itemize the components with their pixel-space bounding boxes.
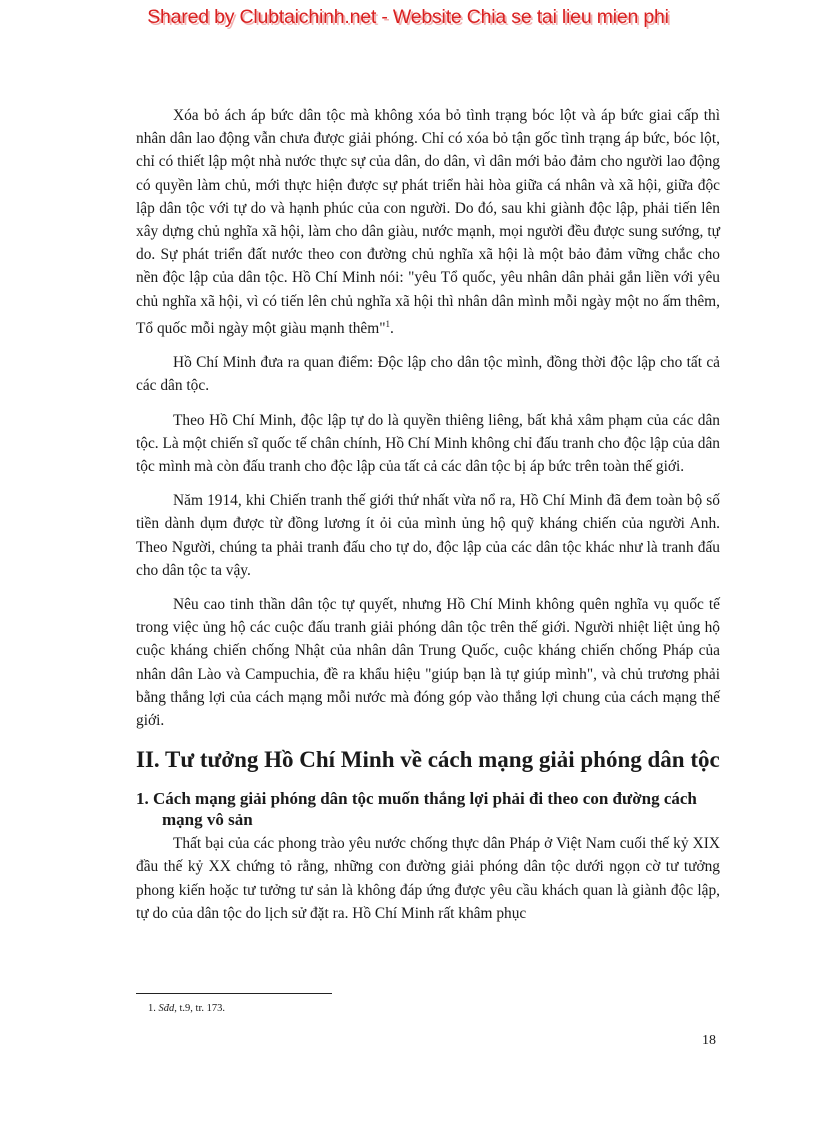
footnote-detail: , t.9, tr. 173. [174,1003,226,1014]
paragraph-1: Xóa bỏ ách áp bức dân tộc mà không xóa bỏ tình trạng bóc lột và áp bức giai cấp thì nhân dân lao động vẫn chưa được giải phóng. Chỉ có xóa bỏ tận gốc tình trạng áp bức, bóc lột, chỉ có thiết lập một nhà nước thực sự của dân, do dân, vì dân mới bảo đảm cho người lao động có quyền làm chủ, mới thực hiện được sự phát triển hài hòa giữa cá nhân và xã hội, giữa độc lập dân tộc với tự do và hạnh phúc của con người. Do đó, sau khi giành độc lập, phải tiến lên xây dựng chủ nghĩa xã hội, làm cho dân giàu, nước mạnh, mọi người đều được sung sướng, tự do. Sự phát triển đất nước theo con đường chủ nghĩa xã hội là một bảo đảm vững chắc cho nền độc lập của dân tộc. Hồ Chí Minh nói: "yêu Tổ quốc, yêu nhân dân phải gắn liền với yêu chủ nghĩa xã hội, vì có tiến lên chủ nghĩa xã hội thì nhân dân mình mỗi ngày một no ấm thêm, Tổ quốc mỗi ngày một giàu mạnh thêm"$^1$. [136,107,720,337]
footnote-number: 1. [148,1003,156,1014]
paragraph-2: Hồ Chí Minh đưa ra quan điểm: Độc lập cho dân tộc mình, đồng thời độc lập cho tất cả các dân tộc. [136,354,720,395]
paragraph-3: Theo Hồ Chí Minh, độc lập tự do là quyền thiêng liêng, bất khả xâm phạm của các dân tộc. Là một chiến sĩ quốc tế chân chính, Hồ Chí Minh không chỉ đấu tranh cho độc lập của dân tộc mình mà còn đấu tranh cho độc lập của tất cả các dân tộc bị áp bức trên toàn thế giới. [136,411,720,475]
page-body [136,104,720,925]
watermark-banner: Shared by Clubtaichinh.net - Website Chia se tai lieu mien phi [147,6,669,28]
footnote [148,1003,225,1014]
section-heading: II. Tư tưởng Hồ Chí Minh về cách mạng giải phóng dân tộc [136,747,720,773]
footnote-divider [136,993,332,994]
subsection-heading: 1. Cách mạng giải phóng dân tộc muốn thắng lợi phải đi theo con đường cách mạng vô sản [136,789,697,830]
page-number: 18 [702,1033,716,1048]
footnote-source: Sđd [158,1003,175,1014]
paragraph-4: Năm 1914, khi Chiến tranh thế giới thứ nhất vừa nổ ra, Hồ Chí Minh đã đem toàn bộ số tiền dành dụm được từ đồng lương ít ỏi của mình ủng hộ quỹ kháng chiến của người Anh. Theo Người, chúng ta phải tranh đấu cho tự do, độc lập của các dân tộc khác như là tranh đấu cho dân tộc ta vậy. [136,492,720,579]
paragraph-5: Nêu cao tinh thần dân tộc tự quyết, nhưng Hồ Chí Minh không quên nghĩa vụ quốc tế trong việc ủng hộ các cuộc đấu tranh giải phóng dân tộc trên thế giới. Người nhiệt liệt ủng hộ cuộc kháng chiến chống Nhật của nhân dân Trung Quốc, cuộc kháng chiến chống Pháp của nhân dân Lào và Campuchia, đề ra khẩu hiệu "giúp bạn là tự giúp mình", và chủ trương phải bằng thắng lợi của cách mạng mỗi nước mà đóng góp vào thắng lợi chung của cách mạng thế giới. [136,595,720,729]
footnote-ref: 1 [385,318,390,329]
paragraph-1-text: Xóa bỏ ách áp bức dân tộc mà không xóa bỏ tình trạng bóc lột và áp bức giai cấp thì nhân dân lao động vẫn chưa được giải phóng. Chỉ có xóa bỏ tận gốc tình trạng áp bức, bóc lột, chỉ có thiết lập một nhà nước thực sự của dân, do dân, vì dân mới bảo đảm cho người lao động có quyền làm chủ, mới thực hiện được sự phát triển hài hòa giữa cá nhân và xã hội, giữa độc lập dân tộc với tự do và hạnh phúc của con người. Do đó, sau khi giành độc lập, phải tiến lên xây dựng chủ nghĩa xã hội, làm cho dân giàu, nước mạnh, mọi người đều được sung sướng, tự do. Sự phát triển đất nước theo con đường chủ nghĩa xã hội là một bảo đảm vững chắc cho nền độc lập của dân tộc. Hồ Chí Minh nói: "yêu Tổ quốc, yêu nhân dân phải gắn liền với yêu chủ nghĩa xã hội, vì có tiến lên chủ nghĩa xã hội thì nhân dân mình mỗi ngày một no ấm thêm, Tổ quốc mỗi ngày một giàu mạnh thêm" [136,107,720,337]
paragraph-6: Thất bại của các phong trào yêu nước chống thực dân Pháp ở Việt Nam cuối thế kỷ XIX đầu thế kỷ XX chứng tỏ rằng, những con đường giải phóng dân tộc dưới ngọn cờ tư tưởng phong kiến hoặc tư tưởng tư sản là không đáp ứng được yêu cầu khách quan là giành độc lập, tự do của dân tộc do lịch sử đặt ra. Hồ Chí Minh rất khâm phục [136,835,720,922]
